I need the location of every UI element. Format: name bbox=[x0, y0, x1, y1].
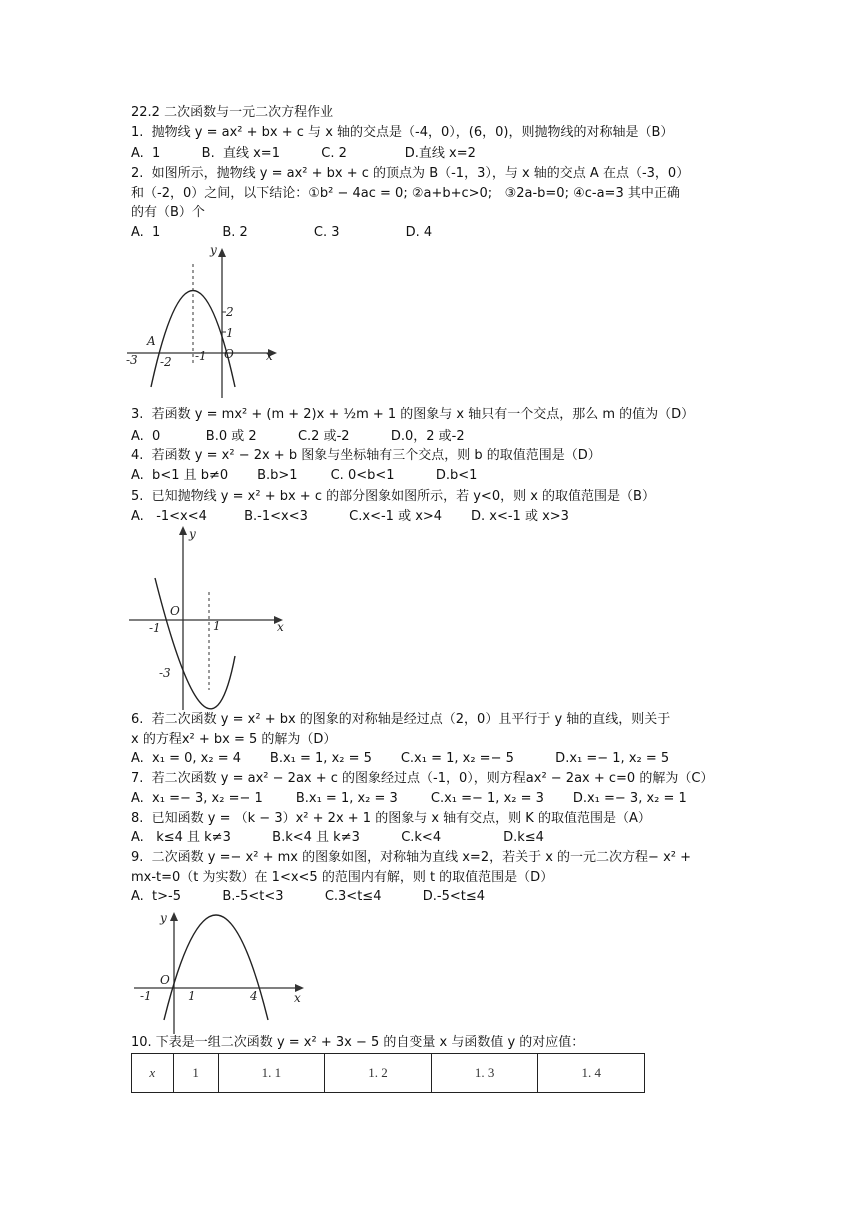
table-cell: x bbox=[132, 1054, 174, 1093]
fig1-tick-m3: -3 bbox=[126, 353, 138, 367]
fig3-tick-m1: -1 bbox=[140, 989, 152, 1003]
fig2-y-label: y bbox=[189, 527, 196, 541]
question-8-options: A. k≤4 且 k≠3 B.k<4 且 k≠3 C.k<4 D.k≤4 bbox=[131, 830, 544, 845]
fig3-tick-4: 4 bbox=[250, 989, 258, 1003]
question-10: 10. 下表是一组二次函数 y = x² + 3x − 5 的自变量 x 与函数值 y 的对应值： bbox=[131, 1035, 585, 1050]
question-4: 4. 若函数 y = x² − 2x + b 图象与坐标轴有三个交点，则 b 的取值范围是（D） bbox=[131, 448, 601, 463]
fig2-tick-m1: -1 bbox=[149, 621, 161, 635]
parabola-figure-3 bbox=[128, 908, 308, 1036]
parabola-figure-2 bbox=[125, 520, 295, 712]
question-3: 3. 若函数 y = mx² + (m + 2)x + ½m + 1 的图象与 x 轴只有一个交点，那么 m 的值为（D） bbox=[131, 407, 695, 422]
value-table bbox=[131, 1053, 645, 1093]
question-1-options: A. 1 B. 直线 x=1 C. 2 D.直线 x=2 bbox=[131, 146, 476, 161]
table-cell: 1. 3 bbox=[431, 1054, 538, 1093]
question-3-options: A. 0 B.0 或 2 C.2 或-2 D.0，2 或-2 bbox=[131, 429, 465, 444]
fig2-x-label: x bbox=[277, 620, 284, 634]
fig2-tick-1: 1 bbox=[213, 619, 221, 633]
question-9-line-2: mx-t=0（t 为实数）在 1<x<5 的范围内有解，则 t 的取值范围是（D） bbox=[131, 870, 554, 885]
fig3-x-label: x bbox=[294, 991, 301, 1005]
fig3-tick-1: 1 bbox=[188, 989, 196, 1003]
question-5-options: A. -1<x<4 B.-1<x<3 C.x<-1 或 x>4 D. x<-1 或 x>3 bbox=[131, 509, 569, 524]
question-7: 7. 若二次函数 y = ax² − 2ax + c 的图象经过点（-1，0），则方程ax² − 2ax + c=0 的解为（C） bbox=[131, 771, 714, 786]
parabola-figure-1 bbox=[125, 242, 285, 400]
fig1-tick-2: 2 bbox=[226, 305, 234, 319]
question-5: 5. 已知抛物线 y = x² + bx + c 的部分图象如图所示，若 y<0，则 x 的取值范围是（B） bbox=[131, 489, 655, 504]
question-6-line-2: x 的方程x² + bx = 5 的解为（D） bbox=[131, 732, 337, 747]
question-6-options: A. x₁ = 0, x₂ = 4 B.x₁ = 1, x₂ = 5 C.x₁ = 1, x₂ =− 5 D.x₁ =− 1, x₂ = 5 bbox=[131, 751, 670, 766]
question-2-line-1: 2. 如图所示，抛物线 y = ax² + bx + c 的顶点为 B（-1，3），与 x 轴的交点 A 在点（-3，0） bbox=[131, 166, 690, 181]
fig1-origin: O bbox=[224, 347, 234, 361]
question-9-line-1: 9. 二次函数 y =− x² + mx 的图象如图，对称轴为直线 x=2，若关于 x 的一元二次方程− x² + bbox=[131, 850, 691, 865]
table-cell: 1. 4 bbox=[538, 1054, 645, 1093]
fig1-tick-m1: -1 bbox=[195, 349, 207, 363]
fig1-y-label: y bbox=[210, 243, 217, 257]
table-cell: 1. 2 bbox=[325, 1054, 432, 1093]
table-cell: 1. 1 bbox=[218, 1054, 325, 1093]
fig1-tick-m2: -2 bbox=[160, 355, 172, 369]
question-6-line-1: 6. 若二次函数 y = x² + bx 的图象的对称轴是经过点（2，0）且平行于 y 轴的直线，则关于 bbox=[131, 712, 671, 727]
fig1-point-A: A bbox=[147, 334, 156, 348]
fig1-x-label: x bbox=[266, 349, 273, 363]
question-2-line-3: 的有（B）个 bbox=[131, 205, 205, 220]
fig3-origin: O bbox=[160, 973, 170, 987]
question-1: 1. 抛物线 y = ax² + bx + c 与 x 轴的交点是（-4，0），(6，0)，则抛物线的对称轴是（B） bbox=[131, 125, 674, 140]
question-8: 8. 已知函数 y = （k − 3）x² + 2x + 1 的图象与 x 轴有交点，则 K 的取值范围是（A） bbox=[131, 811, 651, 826]
question-4-options: A. b<1 且 b≠0 B.b>1 C. 0<b<1 D.b<1 bbox=[131, 468, 478, 483]
fig2-origin: O bbox=[170, 604, 180, 618]
question-2-line-2: 和（-2，0）之间，以下结论：①b² − 4ac = 0; ②a+b+c>0; ③2a-b=0; ④c-a=3 其中正确 bbox=[131, 186, 680, 201]
page-title: 22.2 二次函数与一元二次方程作业 bbox=[131, 105, 334, 120]
table-cell: 1 bbox=[173, 1054, 218, 1093]
fig2-tick-m3: -3 bbox=[159, 666, 171, 680]
fig3-y-label: y bbox=[160, 911, 167, 925]
question-9-options: A. t>-5 B.-5<t<3 C.3<t≤4 D.-5<t≤4 bbox=[131, 889, 486, 904]
question-2-options: A. 1 B. 2 C. 3 D. 4 bbox=[131, 225, 433, 240]
fig1-tick-1: 1 bbox=[226, 326, 234, 340]
question-7-options: A. x₁ =− 3, x₂ =− 1 B.x₁ = 1, x₂ = 3 C.x₁ =− 1, x₂ = 3 D.x₁ =− 3, x₂ = 1 bbox=[131, 791, 687, 806]
table-row bbox=[132, 1054, 645, 1093]
